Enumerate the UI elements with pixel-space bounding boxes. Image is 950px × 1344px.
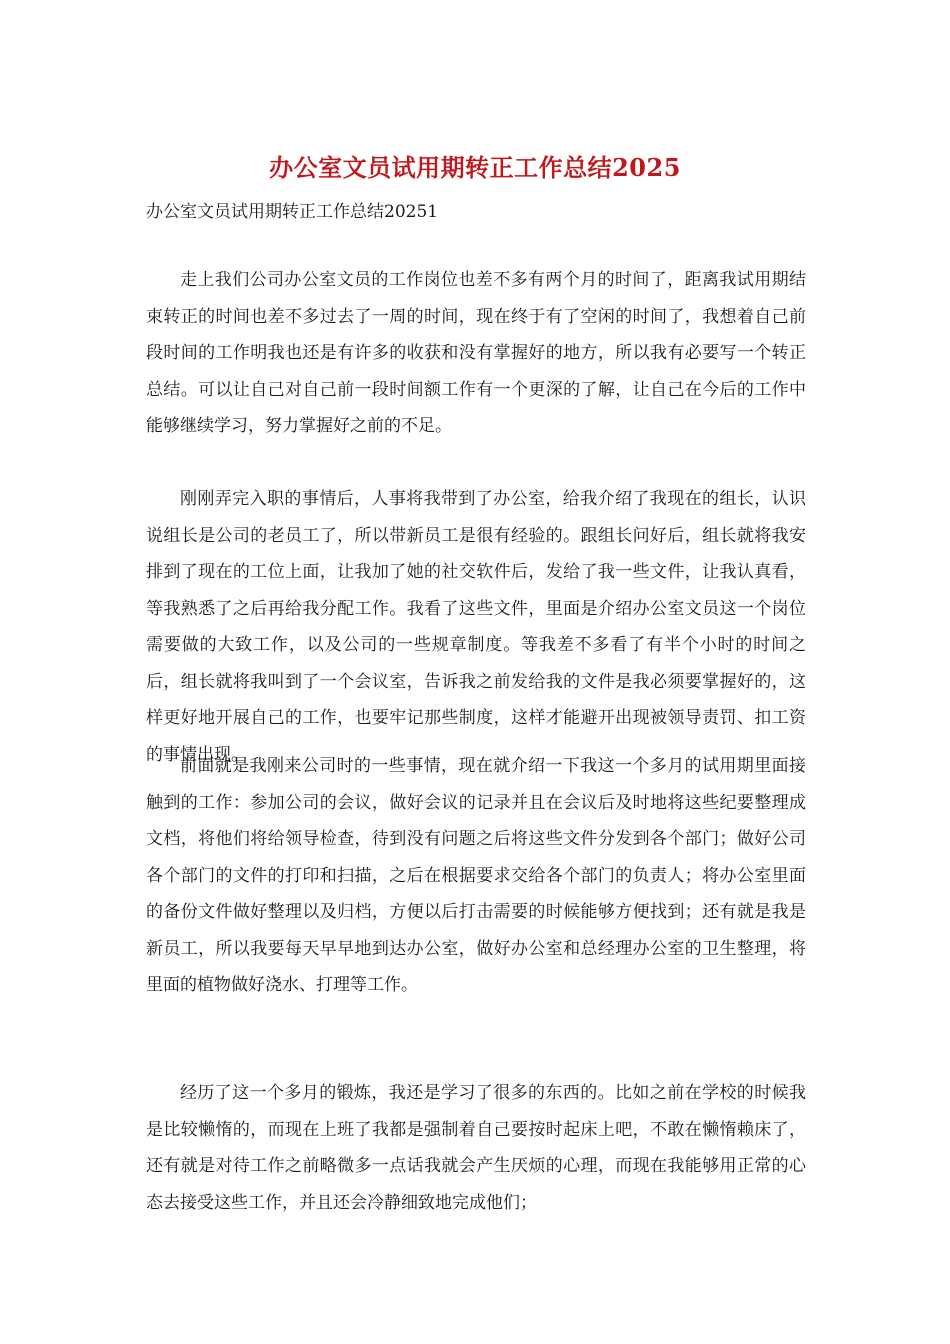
paragraph-block	[146, 748, 806, 1004]
paragraph-block	[146, 481, 806, 773]
paragraph-block	[146, 262, 806, 445]
document-title: 办公室文员试用期转正工作总结2025	[269, 153, 681, 182]
paragraph-2: 刚刚弄完入职的事情后，人事将我带到了办公室，给我介绍了我现在的组长，认识说组长是公司的老员工了，所以带新员工是很有经验的。跟组长问好后，组长就将我安排到了现在的工位上面，让我加了她的社交软件后，发给了我一些文件，让我认真看，等我熟悉了之后再给我分配工作。我看了这些文件，里面是介绍办公室文员这一个岗位需要做的大致工作，以及公司的一些规章制度。等我差不多看了有半个小时的时间之后，组长就将我叫到了一个会议室，告诉我之前发给我的文件是我必须要掌握好的，这样更好地开展自己的工作，也要牢记那些制度，这样才能避开出现被领导责罚、扣工资的事情出现。	[146, 489, 806, 765]
paragraph-4: 经历了这一个多月的锻炼，我还是学习了很多的东西的。比如之前在学校的时候我是比较懒惰的，而现在上班了我都是强制着自己要按时起床上吧，不敢在懒惰赖床了，还有就是对待工作之前略微多一点话我就会产生厌烦的心理，而现在我能够用正常的心态去接受这些工作，并且还会冷静细致地完成他们；	[146, 1083, 806, 1213]
paragraph-block	[146, 1075, 806, 1221]
paragraph-3: 前面就是我刚来公司时的一些事情，现在就介绍一下我这一个多月的试用期里面接触到的工作：参加公司的会议，做好会议的记录并且在会议后及时地将这些纪要整理成文档，将他们将给领导检查，待到没有问题之后将这些文件分发到各个部门；做好公司各个部门的文件的打印和扫描，之后在根据要求交给各个部门的负责人；将办公室里面的备份文件做好整理以及归档，方便以后打击需要的时候能够方便找到；还有就是我是新员工，所以我要每天早早地到达办公室，做好办公室和总经理办公室的卫生整理，将里面的植物做好浇水、打理等工作。	[146, 756, 806, 995]
paragraph-1: 走上我们公司办公室文员的工作岗位也差不多有两个月的时间了，距离我试用期结束转正的时间也差不多过去了一周的时间，现在终于有了空闲的时间了，我想着自己前段时间的工作明我也还是有许多的收获和没有掌握好的地方，所以我有必要写一个转正总结。可以让自己对自己前一段时间额工作有一个更深的了解，让自己在今后的工作中能够继续学习，努力掌握好之前的不足。	[146, 270, 806, 436]
document-subtitle: 办公室文员试用期转正工作总结20251	[146, 202, 439, 222]
